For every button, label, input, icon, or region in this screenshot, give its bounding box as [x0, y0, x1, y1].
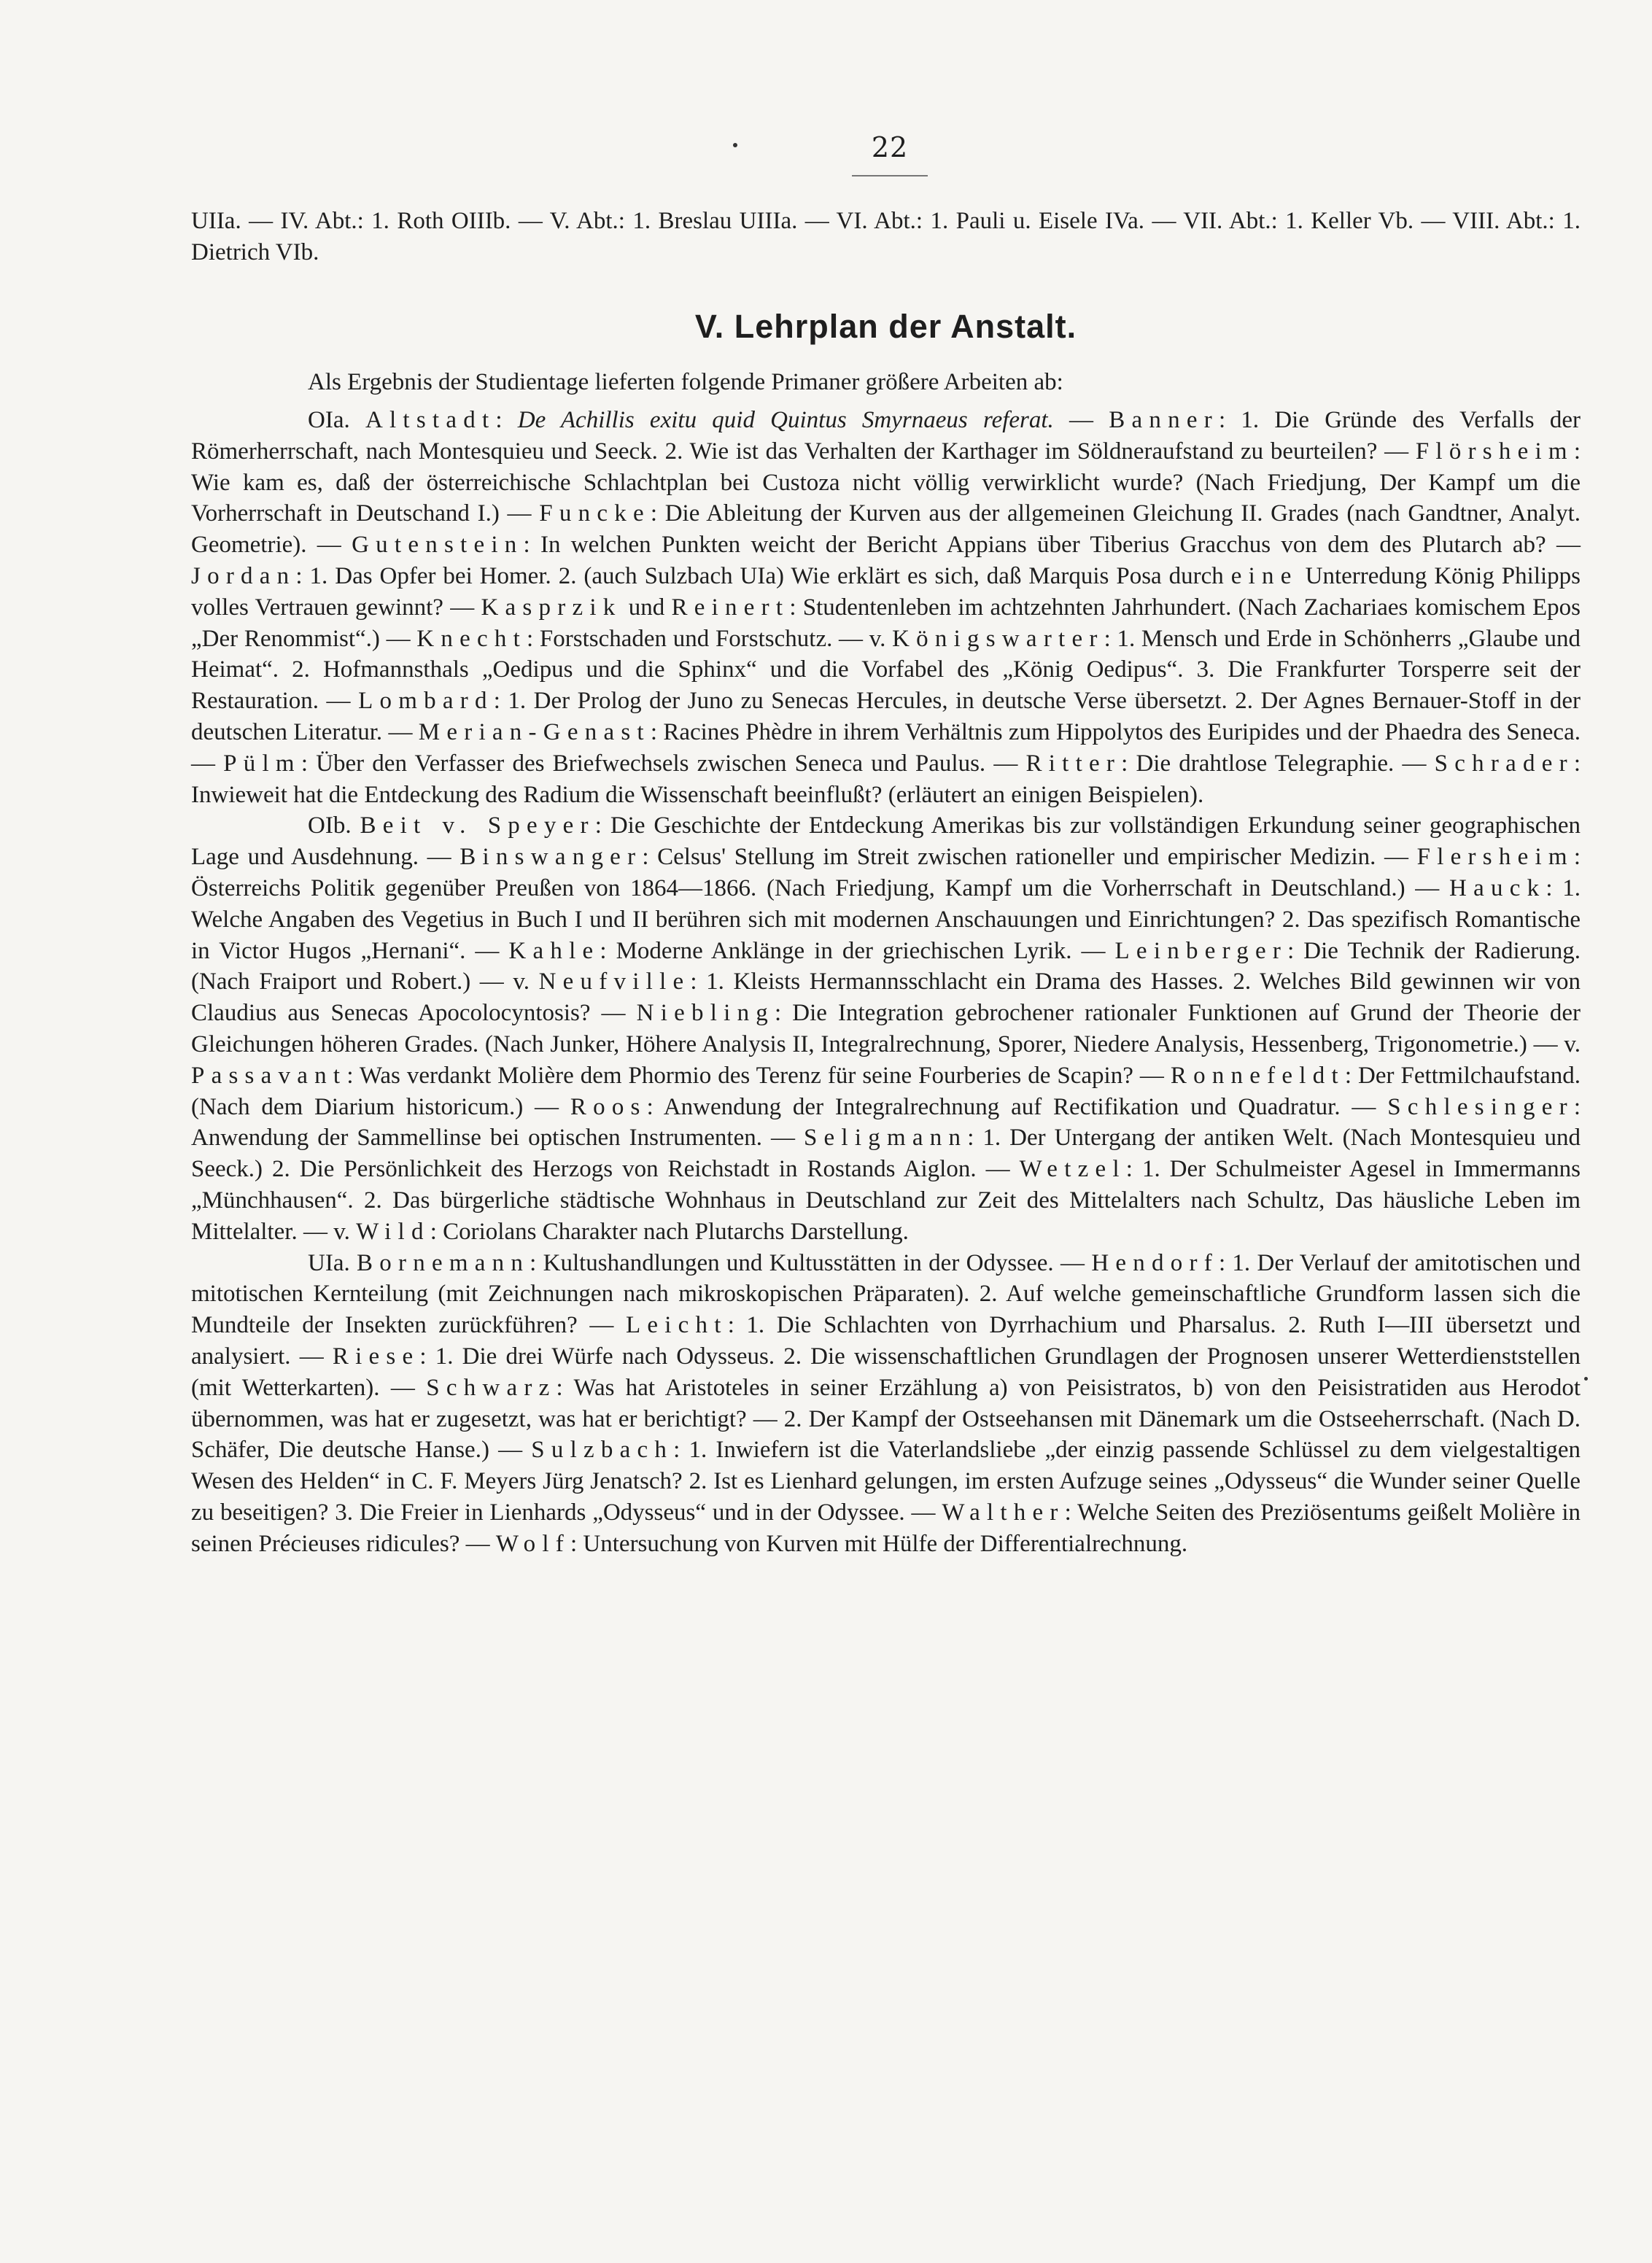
essay-topic: : Die Ableitung der Kurven aus der allgemeinen Gleichung II. Grades (nach Gandtner, Analyt. Geometrie). —	[191, 500, 1581, 559]
student-name: Passavant	[191, 1062, 347, 1089]
essay-topic: : Wie kam es, daß der österreichische Schlachtplan bei Custoza nicht völlig verwirklicht wurde? (Nach Friedjung, Der Kampf um die Vorherrschaft in Deutschand I.) —	[191, 438, 1581, 527]
essay-topic: : Coriolans Charakter nach Plutarchs Darstellung.	[430, 1218, 909, 1245]
essay-topic: : Racines Phèdre in ihrem Verhältnis zum Hippolytos des Euripides und der Phaedra des Seneca. —	[191, 718, 1581, 777]
essay-topic: : Der Fettmilchaufstand. (Nach dem Diarium historicum.) —	[191, 1062, 1581, 1120]
student-name: Lombard	[358, 688, 494, 715]
essay-topic: : Celsus' Stellung im Streit zwischen rationeller und empirischer Medizin. —	[642, 844, 1417, 871]
header-allocation-text: UIIa. — IV. Abt.: 1. Roth OIIIb. — V. Abt.: 1. Breslau UIIIa. — VI. Abt.: 1. Pauli u. Eisele IVa. — VII. Abt.: 1. Keller Vb. — VIII. Abt.: 1. Dietrich VIb.	[191, 208, 1581, 265]
student-name: Schrader	[1434, 750, 1574, 777]
essay-topic: : 1. Der Untergang der antiken Welt. (Nach Montesquieu und Seeck.) 2. Die Persönlichkeit des Herzogs von Reichstadt in Rostands Aiglon. —	[191, 1125, 1581, 1183]
student-name: Binswanger	[459, 844, 643, 871]
student-name: Walther	[942, 1499, 1065, 1526]
student-name: Bornemann	[357, 1249, 530, 1276]
emphasized-word: eine	[1230, 562, 1298, 589]
essay-topic: : Studentenleben im achtzehnten Jahrhundert. (Nach Zachariaes komischem Epos „Der Renommist“.) —	[191, 594, 1581, 652]
essay-topic: : Was hat Aristoteles in seiner Erzählung a) von Peisistratos, b) von den Peisistratiden aus Herodot übernommen, was hat er zugesetzt, was hat er berichtigt? — 2. Der Kampf der Ostseehansen mit Dänemark um die Ostseeherrschaft. (Nach D. Schäfer, Die deutsche Hanse.) —	[191, 1374, 1581, 1464]
ink-dot	[733, 143, 737, 147]
student-name: Kahle	[508, 937, 600, 964]
class-paragraph	[191, 1248, 1581, 1560]
essay-topic: : Moderne Anklänge in der griechischen Lyrik. —	[600, 937, 1115, 964]
essay-topic: : Die Geschichte der Entdeckung Amerikas bis zur vollständigen Erkundung seiner geographischen Lage und Ausdehnung. —	[191, 812, 1581, 871]
student-name: Gutenstein	[352, 532, 524, 559]
student-name: Ritter	[1025, 750, 1122, 777]
essay-topic: : Inwieweit hat die Entdeckung des Radium die Wissenschaft beeinflußt? (erläutert an einigen Beispielen).	[191, 750, 1581, 808]
page-number: 22	[871, 131, 909, 163]
essay-topic: : 1. Inwiefern ist die Vaterlandsliebe „der einzig passende Schlüssel zu dem vielgestaltigen Wesen des Helden“ in C. F. Meyers Jürg Jenatsch? 2. Ist es Lienhard gelungen, im ersten Aufzuge seines „Odysseus“ die Wunder seiner Quelle zu beseitigen? 3. Die Freier in Lienhards „Odysseus“ und in der Odyssee. —	[191, 1437, 1581, 1526]
student-name: Schlesinger	[1387, 1093, 1574, 1120]
essay-topic-latin: De Achillis exitu quid Quintus Smyrnaeus referat.	[517, 407, 1054, 433]
student-name: Flörsheim	[1415, 438, 1574, 465]
essay-topic: : Untersuchung von Kurven mit Hülfe der Differentialrechnung.	[570, 1530, 1188, 1557]
student-name: Seligmann	[803, 1125, 968, 1152]
essay-topic: : 1. Das Opfer bei Homer. 2. (auch Sulzbach UIa) Wie erklärt es sich, daß Marquis Posa durch	[295, 562, 1231, 589]
student-name: Roos	[570, 1093, 647, 1120]
student-name: Wolf	[495, 1530, 570, 1557]
essay-topic: :	[495, 407, 518, 433]
essay-topic: : 1. Die Gründe des Verfalls der Römerherrschaft, nach Montesquieu und Seeck. 2. Wie ist das Verhalten der Karthager im Söldneraufstand zu beurteilen? —	[191, 407, 1581, 465]
essay-topic: : 1. Mensch und Erde in Schönherrs „Glaube und Heimat“. 2. Hofmannsthals „Oedipus und die Sphinx“ und die Vorfabel des „König Oedipus“. 3. Die Frankfurter Torsperre seit der Restauration. —	[191, 625, 1581, 715]
student-name: Flersheim	[1416, 844, 1574, 871]
student-name: Merian-Genast	[418, 718, 651, 745]
essay-topic: : Österreichs Politik gegenüber Preußen von 1864—1866. (Nach Friedjung, Kampf um die Vorherrschaft in Deutschland.) —	[191, 844, 1581, 901]
essay-topic: und	[621, 594, 672, 621]
class-label: UIa.	[308, 1249, 357, 1276]
section-title: V. Lehrplan der Anstalt.	[694, 308, 1077, 345]
essay-topic: : Über den Verfasser des Briefwechsels zwischen Seneca und Paulus. —	[300, 750, 1026, 777]
student-name: Reinert	[671, 594, 790, 621]
essay-topic: : Die drahtlose Telegraphie. —	[1121, 750, 1435, 777]
student-name: Banner	[1109, 407, 1219, 433]
student-name: Knecht	[416, 625, 527, 652]
student-name: Leicht	[625, 1312, 728, 1339]
student-name: Schwarz	[426, 1374, 557, 1401]
essay-topic: : Forstschaden und Forstschutz. — v.	[527, 625, 893, 652]
ink-dot	[1584, 1377, 1588, 1381]
essay-topic: : Welche Seiten des Preziösentums geißelt Molière in seinen Précieuses ridicules? —	[191, 1499, 1581, 1557]
essay-topic: : 1. Kleists Hermannsschlacht ein Drama des Hasses. 2. Welches Bild gewinnen wir von Claudius aus Senecas Apocolocyntosis? —	[191, 969, 1581, 1027]
student-name: Hauck	[1449, 874, 1546, 901]
page-number-rule	[852, 175, 928, 176]
student-name: Altstadt	[365, 407, 496, 433]
student-name: Wild	[356, 1218, 430, 1245]
student-name: Beit v. Speyer	[360, 812, 595, 839]
intro-paragraph: Als Ergebnis der Studientage lieferten folgende Primaner größere Arbeiten ab:	[308, 369, 1063, 395]
essay-topic: : 1. Die drei Würfe nach Odysseus. 2. Die wissenschaftlichen Grundlagen der Prognosen unserer Wetterdienststellen (mit Wetterkarten). —	[191, 1343, 1581, 1401]
essay-list	[191, 405, 1581, 1559]
student-name: Leinberger	[1114, 937, 1288, 964]
student-name: Kasprzik	[481, 594, 622, 621]
class-label: OIb.	[308, 812, 360, 839]
class-paragraph	[191, 810, 1581, 1247]
essay-topic: : 1. Der Prolog der Juno zu Senecas Hercules, in deutsche Verse übersetzt. 2. Der Agnes Bernauer-Stoff in der deutschen Literatur. —	[191, 688, 1581, 745]
essay-topic: : Was verdankt Molière dem Phormio des Terenz für seine Fourberies de Scapin? —	[346, 1062, 1171, 1089]
class-paragraph	[191, 405, 1581, 810]
student-name: Neufville	[538, 969, 691, 995]
essay-topic: : 1. Der Verlauf der amitotischen und mitotischen Kernteilung (mit Zeichnungen nach mikroskopischen Präparaten). 2. Auf welche gemeinschaftliche Grundform lassen sich die Mundteile der Insekten zurückführen? —	[191, 1249, 1581, 1339]
student-name: Sulzbach	[531, 1437, 674, 1464]
student-name: Königswarter	[892, 625, 1104, 652]
student-name: Hendorf	[1091, 1249, 1219, 1276]
essay-topic: : Anwendung der Integralrechnung auf Rectifikation und Quadratur. —	[646, 1093, 1388, 1120]
essay-topic: : Die Integration gebrochener rationaler Funktionen auf Grund der Theorie der Gleichungen höheren Grades. (Nach Junker, Höhere Analysis II, Integralrechnung, Sporer, Niedere Analysis, Hessenberg, Trigonometrie.) — v.	[191, 1000, 1581, 1057]
essay-topic: : 1. Welche Angaben des Vegetius in Buch I und II berühren sich mit modernen Anschauungen und Einrichtungen? 2. Das spezifisch Romantische in Victor Hugos „Hernani“. —	[191, 874, 1581, 964]
student-name: Funcke	[539, 500, 651, 527]
student-name: Riese	[332, 1343, 420, 1370]
essay-topic: : In welchen Punkten weicht der Bericht Appians über Tiberius Gracchus von dem des Plutarch ab? —	[523, 532, 1581, 559]
essay-topic: : 1. Die Schlachten von Dyrrhachium und Pharsalus. 2. Ruth I—III übersetzt und analysiert. —	[191, 1312, 1581, 1370]
class-label: OIa.	[308, 407, 365, 433]
student-name: Jordan	[191, 562, 296, 589]
student-name: Ronnefeldt	[1170, 1062, 1345, 1089]
essay-topic: : Anwendung der Sammellinse bei optischen Instrumenten. —	[191, 1093, 1581, 1152]
essay-topic: : 1. Der Schulmeister Agesel in Immermanns „Münchhausen“. 2. Das bürgerliche städtische Wohnhaus in Deutschland zur Zeit des Mittelalters nach Schultz, Das häusliche Leben im Mittelalter. — v.	[191, 1156, 1581, 1245]
student-name: Pülm	[223, 750, 301, 777]
student-name: Wetzel	[1019, 1156, 1126, 1183]
essay-topic: : Die Technik der Radierung. (Nach Fraiport und Robert.) — v.	[191, 937, 1581, 995]
essay-topic-continued: Unterredung König Philipps volles Vertrauen gewinnt? —	[191, 562, 1581, 621]
student-name: Niebling	[636, 1000, 775, 1027]
essay-topic-continued: —	[1053, 407, 1109, 433]
essay-topic: : Kultushandlungen und Kultusstätten in der Odyssee. —	[530, 1249, 1092, 1276]
